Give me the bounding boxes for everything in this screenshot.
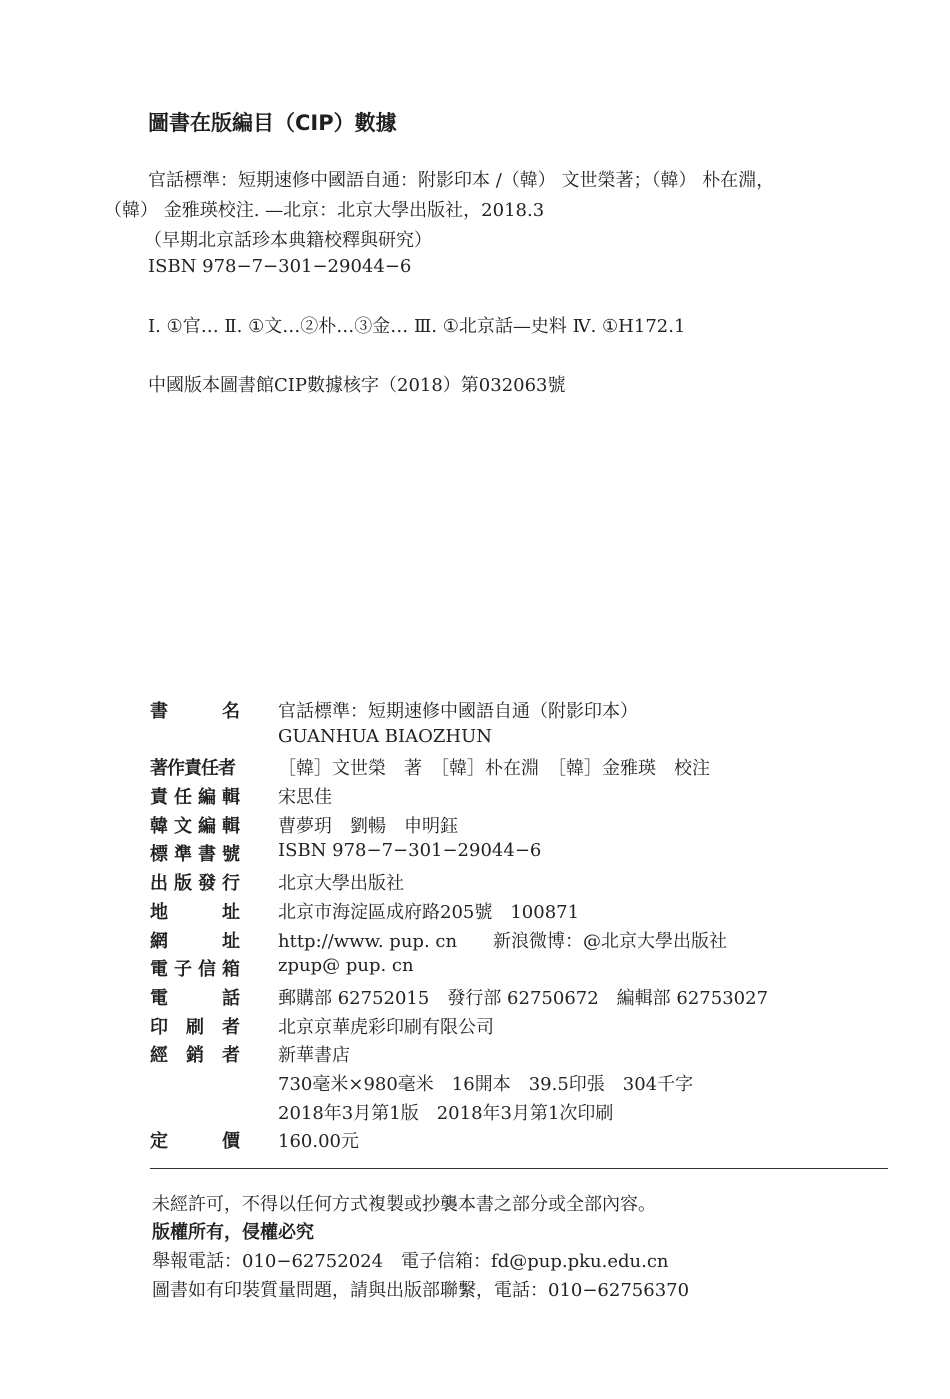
- cip-classification: Ⅰ. ①官… Ⅱ. ①文…②朴…③金… Ⅲ. ①北京話—史料 Ⅳ. ①H172.1: [148, 316, 686, 337]
- info-label: 經 銷 者: [150, 1045, 240, 1067]
- info-value: ISBN 978−7−301−29044−6: [278, 840, 542, 862]
- cip-isbn: ISBN 978−7−301−29044−6: [148, 256, 412, 277]
- report-phone: 舉報電話：010−62752024 電子信箱：fd@pup.pku.edu.cn: [152, 1251, 669, 1272]
- info-label: 網 址: [150, 930, 240, 952]
- info-value: GUANHUA BIAOZHUN: [278, 725, 492, 747]
- info-label: 地 址: [150, 901, 240, 923]
- cip-number: 中國版本圖書館CIP數據核字（2018）第032063號: [148, 375, 566, 396]
- info-value: 160.00元: [278, 1131, 359, 1153]
- info-value: 北京市海淀區成府路205號 100871: [278, 901, 580, 923]
- info-value: 新華書店: [278, 1045, 350, 1067]
- info-label: 電 話: [150, 987, 240, 1009]
- info-value: 宋思佳: [278, 787, 332, 809]
- info-label: 出 版 發 行: [150, 873, 240, 895]
- info-label: 責 任 編 輯: [150, 787, 240, 809]
- info-label: 著作責任者: [150, 758, 235, 780]
- info-value: ［韓］文世榮 著 ［韓］朴在淵 ［韓］金雅瑛 校注: [278, 758, 710, 780]
- rights-reserved: 版權所有，侵權必究: [152, 1222, 314, 1243]
- copyright-notice: 未經許可，不得以任何方式複製或抄襲本書之部分或全部內容。: [152, 1194, 656, 1215]
- info-value: 官話標準：短期速修中國語自通（附影印本）: [278, 701, 638, 722]
- info-label: 電 子 信 箱: [150, 959, 240, 981]
- info-value: 北京大學出版社: [278, 873, 404, 895]
- info-value: 郵購部 62752015 發行部 62750672 編輯部 62753027: [278, 987, 769, 1009]
- info-value: 曹夢玥 劉暢 申明鈺: [278, 815, 458, 837]
- cip-record-line-1: 官話標準：短期速修中國語自通：附影印本 /（韓） 文世榮著；（韓） 朴在淵，: [148, 170, 775, 191]
- cip-record-line-2: （韓） 金雅瑛校注. —北京：北京大學出版社，2018.3: [104, 200, 545, 221]
- info-label: 定 價: [150, 1131, 240, 1153]
- info-label: 印 刷 者: [150, 1016, 240, 1038]
- info-label: 標 準 書 號: [150, 844, 240, 866]
- cip-series: （早期北京話珍本典籍校釋與研究）: [144, 230, 432, 251]
- divider: [150, 1168, 888, 1169]
- info-value: http://www. pup. cn 新浪微博：@北京大學出版社: [278, 930, 728, 952]
- info-label: 韓 文 編 輯: [150, 815, 240, 837]
- info-value: 北京京華虎彩印刷有限公司: [278, 1016, 494, 1038]
- quality-notice: 圖書如有印裝質量問題，請與出版部聯繫，電話：010−62756370: [152, 1280, 690, 1301]
- info-label: 書 名: [150, 701, 240, 722]
- cip-heading: 圖書在版編目（CIP）數據: [148, 111, 397, 135]
- info-value: 2018年3月第1版 2018年3月第1次印刷: [278, 1102, 614, 1124]
- info-value: 730毫米×980毫米 16開本 39.5印張 304千字: [278, 1073, 694, 1095]
- info-value: zpup@ pup. cn: [278, 955, 414, 977]
